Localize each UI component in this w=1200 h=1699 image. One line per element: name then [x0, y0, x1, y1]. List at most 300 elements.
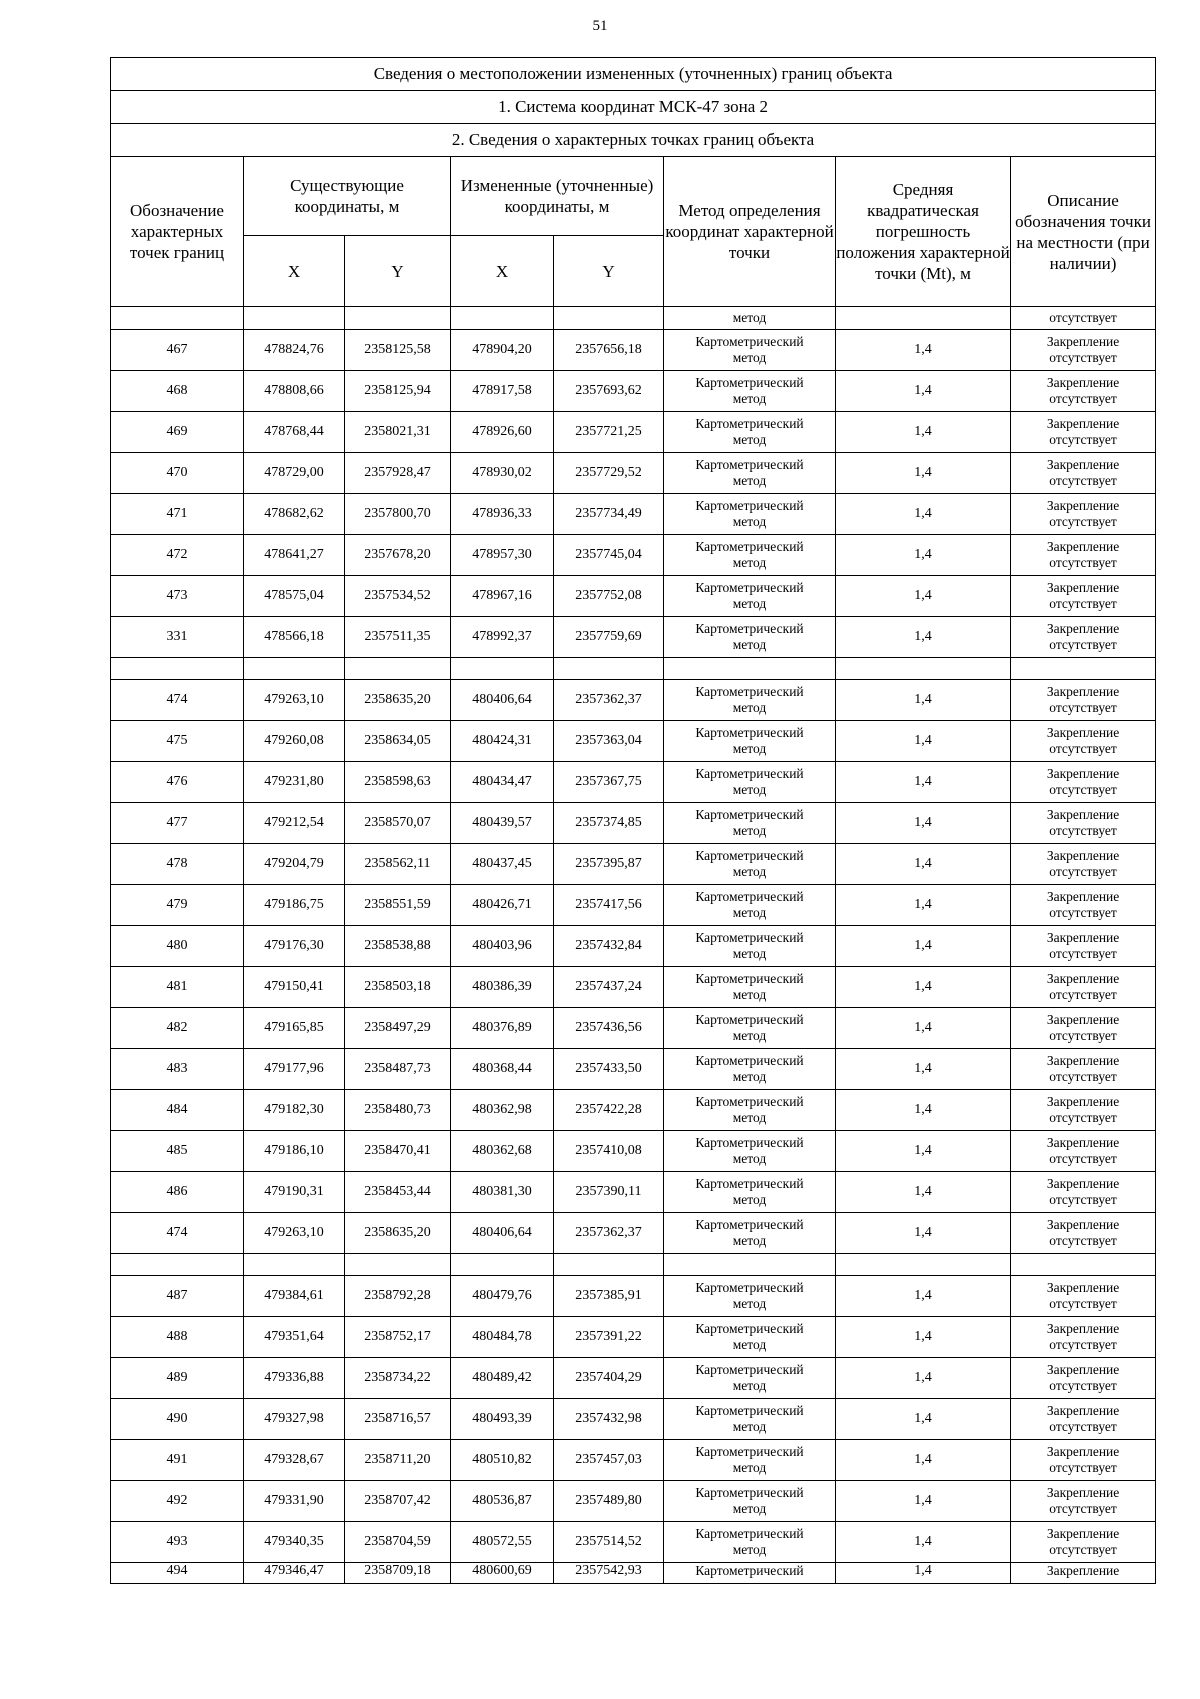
method-cell [664, 1276, 836, 1317]
method-text: Картометрический [695, 1135, 804, 1150]
error-cell: 1,4 [836, 1049, 1011, 1090]
existing-x-cell: 479260,08 [244, 721, 345, 762]
changed-x-cell: 478936,33 [451, 494, 554, 535]
description-text: Закрепление [1046, 1094, 1120, 1109]
description-text: Закрепление [1046, 1526, 1120, 1541]
description-cell [1011, 1049, 1156, 1090]
table-row [111, 762, 1156, 803]
existing-y-cell: 2357928,47 [345, 453, 451, 494]
point-cell: 480 [111, 926, 244, 967]
table-row [111, 926, 1156, 967]
description-cell [1011, 1358, 1156, 1399]
description-cell [1011, 1090, 1156, 1131]
method-text: метод [732, 1542, 767, 1557]
description-cell [1011, 1131, 1156, 1172]
method-cell [664, 412, 836, 453]
description-cell [1011, 535, 1156, 576]
description-text: отсутствует [1049, 864, 1117, 879]
existing-y-cell: 2358711,20 [345, 1440, 451, 1481]
description-text: Закрепление [1046, 1176, 1120, 1191]
changed-y-cell: 2357410,08 [554, 1131, 664, 1172]
changed-y-cell: 2357729,52 [554, 453, 664, 494]
description-text: Закрепление [1046, 725, 1120, 740]
existing-x-cell: 479190,31 [244, 1172, 345, 1213]
method-cell [664, 494, 836, 535]
table-row [111, 1522, 1156, 1563]
changed-x-cell: 480484,78 [451, 1317, 554, 1358]
error-cell: 1,4 [836, 721, 1011, 762]
empty-cell [451, 658, 554, 680]
method-text: метод [732, 700, 767, 715]
method-text: Картометрический [695, 971, 804, 986]
changed-x-cell: 480424,31 [451, 721, 554, 762]
header-changed-coords: Измененные (уточненные) координаты, м [451, 157, 664, 236]
method-cell [664, 680, 836, 721]
description-text: Закрепление [1046, 1444, 1120, 1459]
method-text: метод [732, 946, 767, 961]
existing-x-cell: 478729,00 [244, 453, 345, 494]
method-text: метод [732, 864, 767, 879]
method-cell [664, 1008, 836, 1049]
description-text: отсутствует [1049, 596, 1117, 611]
description-text: Закрепление [1046, 684, 1120, 699]
method-text: метод [732, 1460, 767, 1475]
existing-x-cell: 478768,44 [244, 412, 345, 453]
description-text: отсутствует [1049, 700, 1117, 715]
changed-y-cell: 2357362,37 [554, 680, 664, 721]
description-text: отсутствует [1049, 741, 1117, 756]
description-cell [1011, 1213, 1156, 1254]
method-text: Картометрический [695, 930, 804, 945]
method-cell [664, 453, 836, 494]
existing-y-cell: 2358709,18 [345, 1563, 451, 1584]
table-row [111, 1276, 1156, 1317]
method-cell [664, 926, 836, 967]
point-cell: 482 [111, 1008, 244, 1049]
method-text: Картометрический [695, 334, 804, 349]
table-row [111, 535, 1156, 576]
error-cell: 1,4 [836, 1481, 1011, 1522]
existing-y-cell: 2358634,05 [345, 721, 451, 762]
empty-cell [664, 1254, 836, 1276]
method-text: метод [732, 823, 767, 838]
method-text: метод [732, 391, 767, 406]
method-cell [664, 371, 836, 412]
description-text: отсутствует [1049, 1501, 1117, 1516]
method-text: Картометрический [695, 1280, 804, 1295]
point-cell: 473 [111, 576, 244, 617]
changed-x-cell: 478926,60 [451, 412, 554, 453]
description-cell [1011, 371, 1156, 412]
changed-y-cell: 2357374,85 [554, 803, 664, 844]
description-text: отсутствует [1049, 555, 1117, 570]
method-text: Картометрический [695, 1094, 804, 1109]
error-cell: 1,4 [836, 926, 1011, 967]
description-text: Закрепление [1046, 766, 1120, 781]
table-row-separator [111, 658, 1156, 680]
method-cell [664, 885, 836, 926]
changed-y-cell: 2357542,93 [554, 1563, 664, 1584]
description-text: отсутствует [1049, 473, 1117, 488]
existing-y-cell: 2358707,42 [345, 1481, 451, 1522]
empty-cell [111, 1254, 244, 1276]
method-text: метод [732, 1296, 767, 1311]
description-text: Закрепление [1046, 498, 1120, 513]
description-cell [1011, 330, 1156, 371]
existing-x-cell: 479340,35 [244, 1522, 345, 1563]
method-text: Картометрический [695, 1217, 804, 1232]
point-cell: 467 [111, 330, 244, 371]
method-text: Картометрический [695, 621, 804, 636]
method-text: Картометрический [695, 1176, 804, 1191]
changed-x-cell: 480376,89 [451, 1008, 554, 1049]
changed-x-cell: 480479,76 [451, 1276, 554, 1317]
method-text: метод [732, 782, 767, 797]
description-cell [1011, 494, 1156, 535]
existing-y-cell: 2358635,20 [345, 680, 451, 721]
existing-x-cell: 479351,64 [244, 1317, 345, 1358]
existing-x-cell: 479327,98 [244, 1399, 345, 1440]
method-text: метод [732, 1378, 767, 1393]
table-body [111, 307, 1156, 1584]
error-cell: 1,4 [836, 967, 1011, 1008]
existing-x-cell: 479328,67 [244, 1440, 345, 1481]
method-text: Картометрический [695, 1012, 804, 1027]
table-row [111, 1172, 1156, 1213]
point-cell: 485 [111, 1131, 244, 1172]
table-row-continued [111, 307, 1156, 330]
existing-y-cell: 2358551,59 [345, 885, 451, 926]
description-text: Закрепление [1046, 1321, 1120, 1336]
method-text: Картометрический [695, 848, 804, 863]
table-row [111, 967, 1156, 1008]
description-text: отсутствует [1049, 1296, 1117, 1311]
page-number: 51 [592, 18, 608, 34]
existing-y-cell: 2358570,07 [345, 803, 451, 844]
changed-x-cell: 480510,82 [451, 1440, 554, 1481]
point-cell: 487 [111, 1276, 244, 1317]
existing-x-cell: 479212,54 [244, 803, 345, 844]
method-text: Картометрический [695, 684, 804, 699]
existing-y-cell: 2358125,94 [345, 371, 451, 412]
method-text: Картометрический [695, 889, 804, 904]
existing-x-cell: 479263,10 [244, 680, 345, 721]
changed-y-cell: 2357432,98 [554, 1399, 664, 1440]
existing-y-cell: 2358635,20 [345, 1213, 451, 1254]
description-cell [1011, 844, 1156, 885]
header-existing-x: X [244, 236, 345, 307]
existing-x-cell: 479346,47 [244, 1563, 345, 1584]
changed-x-cell: 478957,30 [451, 535, 554, 576]
table-row-separator [111, 1254, 1156, 1276]
existing-y-cell: 2357800,70 [345, 494, 451, 535]
changed-y-cell: 2357433,50 [554, 1049, 664, 1090]
method-cell [664, 1481, 836, 1522]
changed-y-cell: 2357721,25 [554, 412, 664, 453]
description-text: отсутствует [1049, 1151, 1117, 1166]
description-cell [1011, 803, 1156, 844]
changed-y-cell: 2357734,49 [554, 494, 664, 535]
method-text: метод [732, 350, 767, 365]
method-text: метод [732, 905, 767, 920]
existing-x-cell: 479336,88 [244, 1358, 345, 1399]
table-row [111, 1358, 1156, 1399]
description-text: Закрепление [1046, 1280, 1120, 1295]
empty-cell [244, 1254, 345, 1276]
description-text: Закрепление [1046, 1217, 1120, 1232]
method-text: метод [732, 1151, 767, 1166]
changed-x-cell: 480368,44 [451, 1049, 554, 1090]
description-text: Закрепление [1046, 930, 1120, 945]
method-cell [664, 330, 836, 371]
existing-y-cell: 2358497,29 [345, 1008, 451, 1049]
error-cell: 1,4 [836, 1399, 1011, 1440]
error-cell: 1,4 [836, 535, 1011, 576]
existing-y-cell: 2357678,20 [345, 535, 451, 576]
error-cell: 1,4 [836, 1172, 1011, 1213]
table-row [111, 617, 1156, 658]
description-text: Закрепление [1046, 416, 1120, 431]
point-cell: 471 [111, 494, 244, 535]
empty-cell [451, 1254, 554, 1276]
description-text: Закрепление [1046, 1053, 1120, 1068]
table-row [111, 721, 1156, 762]
changed-y-cell: 2357656,18 [554, 330, 664, 371]
table-row [111, 1090, 1156, 1131]
changed-x-cell: 478967,16 [451, 576, 554, 617]
error-cell: 1,4 [836, 803, 1011, 844]
existing-y-cell: 2358792,28 [345, 1276, 451, 1317]
error-cell: 1,4 [836, 494, 1011, 535]
description-cell [1011, 576, 1156, 617]
point-cell: 491 [111, 1440, 244, 1481]
description-cell [1011, 1522, 1156, 1563]
description-text: Закрепление [1046, 807, 1120, 822]
table-row [111, 1481, 1156, 1522]
description-text: Закрепление [1046, 621, 1120, 636]
changed-y-cell: 2357437,24 [554, 967, 664, 1008]
description-cell [1011, 1399, 1156, 1440]
existing-y-cell: 2358503,18 [345, 967, 451, 1008]
existing-y-cell: 2358453,44 [345, 1172, 451, 1213]
existing-x-cell: 479165,85 [244, 1008, 345, 1049]
method-text: метод [732, 1192, 767, 1207]
point-cell: 486 [111, 1172, 244, 1213]
method-text: метод [732, 1233, 767, 1248]
point-cell: 469 [111, 412, 244, 453]
table-row [111, 1008, 1156, 1049]
method-text: Картометрический [695, 1563, 804, 1578]
table-row [111, 844, 1156, 885]
method-cell [664, 762, 836, 803]
empty-cell [664, 658, 836, 680]
method-cell [664, 1049, 836, 1090]
existing-y-cell: 2358752,17 [345, 1317, 451, 1358]
point-cell: 478 [111, 844, 244, 885]
method-cell [664, 1358, 836, 1399]
changed-x-cell: 480572,55 [451, 1522, 554, 1563]
description-cell [1011, 453, 1156, 494]
method-text: Картометрический [695, 457, 804, 472]
method-cell [664, 535, 836, 576]
changed-y-cell: 2357693,62 [554, 371, 664, 412]
point-cell: 468 [111, 371, 244, 412]
error-cell: 1,4 [836, 330, 1011, 371]
changed-x-cell: 480362,68 [451, 1131, 554, 1172]
description-text: отсутствует [1049, 1542, 1117, 1557]
empty-cell [111, 658, 244, 680]
existing-x-cell: 478566,18 [244, 617, 345, 658]
method-cell [664, 721, 836, 762]
point-cell: 481 [111, 967, 244, 1008]
changed-x-cell: 480493,39 [451, 1399, 554, 1440]
method-text: Картометрический [695, 539, 804, 554]
existing-x-cell: 479186,10 [244, 1131, 345, 1172]
empty-cell [836, 1254, 1011, 1276]
table-row [111, 1399, 1156, 1440]
table-row [111, 412, 1156, 453]
error-cell: 1,4 [836, 1213, 1011, 1254]
error-cell: 1,4 [836, 1131, 1011, 1172]
method-cell [664, 576, 836, 617]
changed-x-cell: 480437,45 [451, 844, 554, 885]
existing-y-cell: 2358125,58 [345, 330, 451, 371]
description-text: отсутствует [1049, 350, 1117, 365]
table-row [111, 1563, 1156, 1584]
existing-y-cell: 2358480,73 [345, 1090, 451, 1131]
description-text: отсутствует [1049, 514, 1117, 529]
existing-x-cell: 478824,76 [244, 330, 345, 371]
method-text: метод [732, 432, 767, 447]
error-cell: 1,4 [836, 680, 1011, 721]
table-row [111, 494, 1156, 535]
table-title: Сведения о местоположении измененных (уточненных) границ объекта [111, 58, 1156, 91]
error-cell: 1,4 [836, 412, 1011, 453]
description-cell [1011, 1481, 1156, 1522]
header-changed-x: X [451, 236, 554, 307]
error-cell: 1,4 [836, 1358, 1011, 1399]
description-cell [1011, 1276, 1156, 1317]
method-text: метод [732, 987, 767, 1002]
point-cell: 494 [111, 1563, 244, 1584]
method-cell [664, 803, 836, 844]
changed-y-cell: 2357436,56 [554, 1008, 664, 1049]
point-cell: 476 [111, 762, 244, 803]
empty-cell [1011, 1254, 1156, 1276]
header-description: Описание обозначения точки на местности (при наличии) [1011, 157, 1156, 307]
empty-cell [554, 658, 664, 680]
changed-y-cell: 2357395,87 [554, 844, 664, 885]
existing-x-cell: 479176,30 [244, 926, 345, 967]
method-text: Картометрический [695, 1362, 804, 1377]
method-cell [664, 1172, 836, 1213]
points-section-heading: 2. Сведения о характерных точках границ объекта [111, 124, 1156, 157]
header-existing-y: Y [345, 236, 451, 307]
point-cell: 479 [111, 885, 244, 926]
empty-cell [345, 1254, 451, 1276]
changed-y-cell: 2357367,75 [554, 762, 664, 803]
method-text: Картометрический [695, 725, 804, 740]
description-text: Закрепление [1046, 1362, 1120, 1377]
changed-x-cell: 478917,58 [451, 371, 554, 412]
table-row [111, 1440, 1156, 1481]
empty-cell [244, 658, 345, 680]
method-text: метод [732, 555, 767, 570]
description-text: Закрепление [1046, 1135, 1120, 1150]
error-cell: 1,4 [836, 1276, 1011, 1317]
header-method: Метод определения координат характерной точки [664, 157, 836, 307]
description-text: Закрепление [1046, 971, 1120, 986]
method-text: Картометрический [695, 1321, 804, 1336]
existing-x-cell: 479331,90 [244, 1481, 345, 1522]
existing-x-cell: 479263,10 [244, 1213, 345, 1254]
method-cell [664, 1131, 836, 1172]
method-text: Картометрический [695, 375, 804, 390]
method-text: Картометрический [695, 1485, 804, 1500]
existing-x-cell: 479384,61 [244, 1276, 345, 1317]
method-cell [664, 844, 836, 885]
description-cell [1011, 721, 1156, 762]
method-cell [664, 1440, 836, 1481]
description-text: отсутствует [1049, 1069, 1117, 1084]
point-cell: 483 [111, 1049, 244, 1090]
description-text: отсутствует [1049, 946, 1117, 961]
method-text: Картометрический [695, 1444, 804, 1459]
point-cell: 477 [111, 803, 244, 844]
existing-x-cell: 478641,27 [244, 535, 345, 576]
description-text: отсутствует [1049, 1419, 1117, 1434]
existing-y-cell: 2358704,59 [345, 1522, 451, 1563]
changed-x-cell: 480434,47 [451, 762, 554, 803]
table-row [111, 330, 1156, 371]
point-cell: 484 [111, 1090, 244, 1131]
table-row [111, 1131, 1156, 1172]
changed-x-cell: 480362,98 [451, 1090, 554, 1131]
error-cell: 1,4 [836, 1522, 1011, 1563]
empty-cell [836, 658, 1011, 680]
method-text: метод [732, 1110, 767, 1125]
existing-y-cell: 2358487,73 [345, 1049, 451, 1090]
changed-x-cell: 480406,64 [451, 680, 554, 721]
point-cell: 489 [111, 1358, 244, 1399]
description-text: Закрепление [1046, 889, 1120, 904]
error-cell: 1,4 [836, 576, 1011, 617]
method-cell [664, 967, 836, 1008]
method-text: метод [732, 514, 767, 529]
existing-y-cell: 2358538,88 [345, 926, 451, 967]
error-cell: 1,4 [836, 617, 1011, 658]
method-text: Картометрический [695, 766, 804, 781]
description-text: Закрепление [1046, 580, 1120, 595]
description-text: Закрепление [1046, 1485, 1120, 1500]
method-text: метод [732, 637, 767, 652]
method-cell [664, 617, 836, 658]
method-text: метод [732, 596, 767, 611]
description-text: отсутствует [1049, 1233, 1117, 1248]
description-cell [1011, 1440, 1156, 1481]
description-text: отсутствует [1049, 1028, 1117, 1043]
point-cell: 331 [111, 617, 244, 658]
existing-x-cell: 478682,62 [244, 494, 345, 535]
changed-y-cell: 2357422,28 [554, 1090, 664, 1131]
description-text: Закрепление [1046, 539, 1120, 554]
changed-y-cell: 2357391,22 [554, 1317, 664, 1358]
changed-x-cell: 480426,71 [451, 885, 554, 926]
table-row [111, 371, 1156, 412]
point-cell: 475 [111, 721, 244, 762]
existing-x-cell: 479204,79 [244, 844, 345, 885]
description-text: отсутствует [1049, 1110, 1117, 1125]
